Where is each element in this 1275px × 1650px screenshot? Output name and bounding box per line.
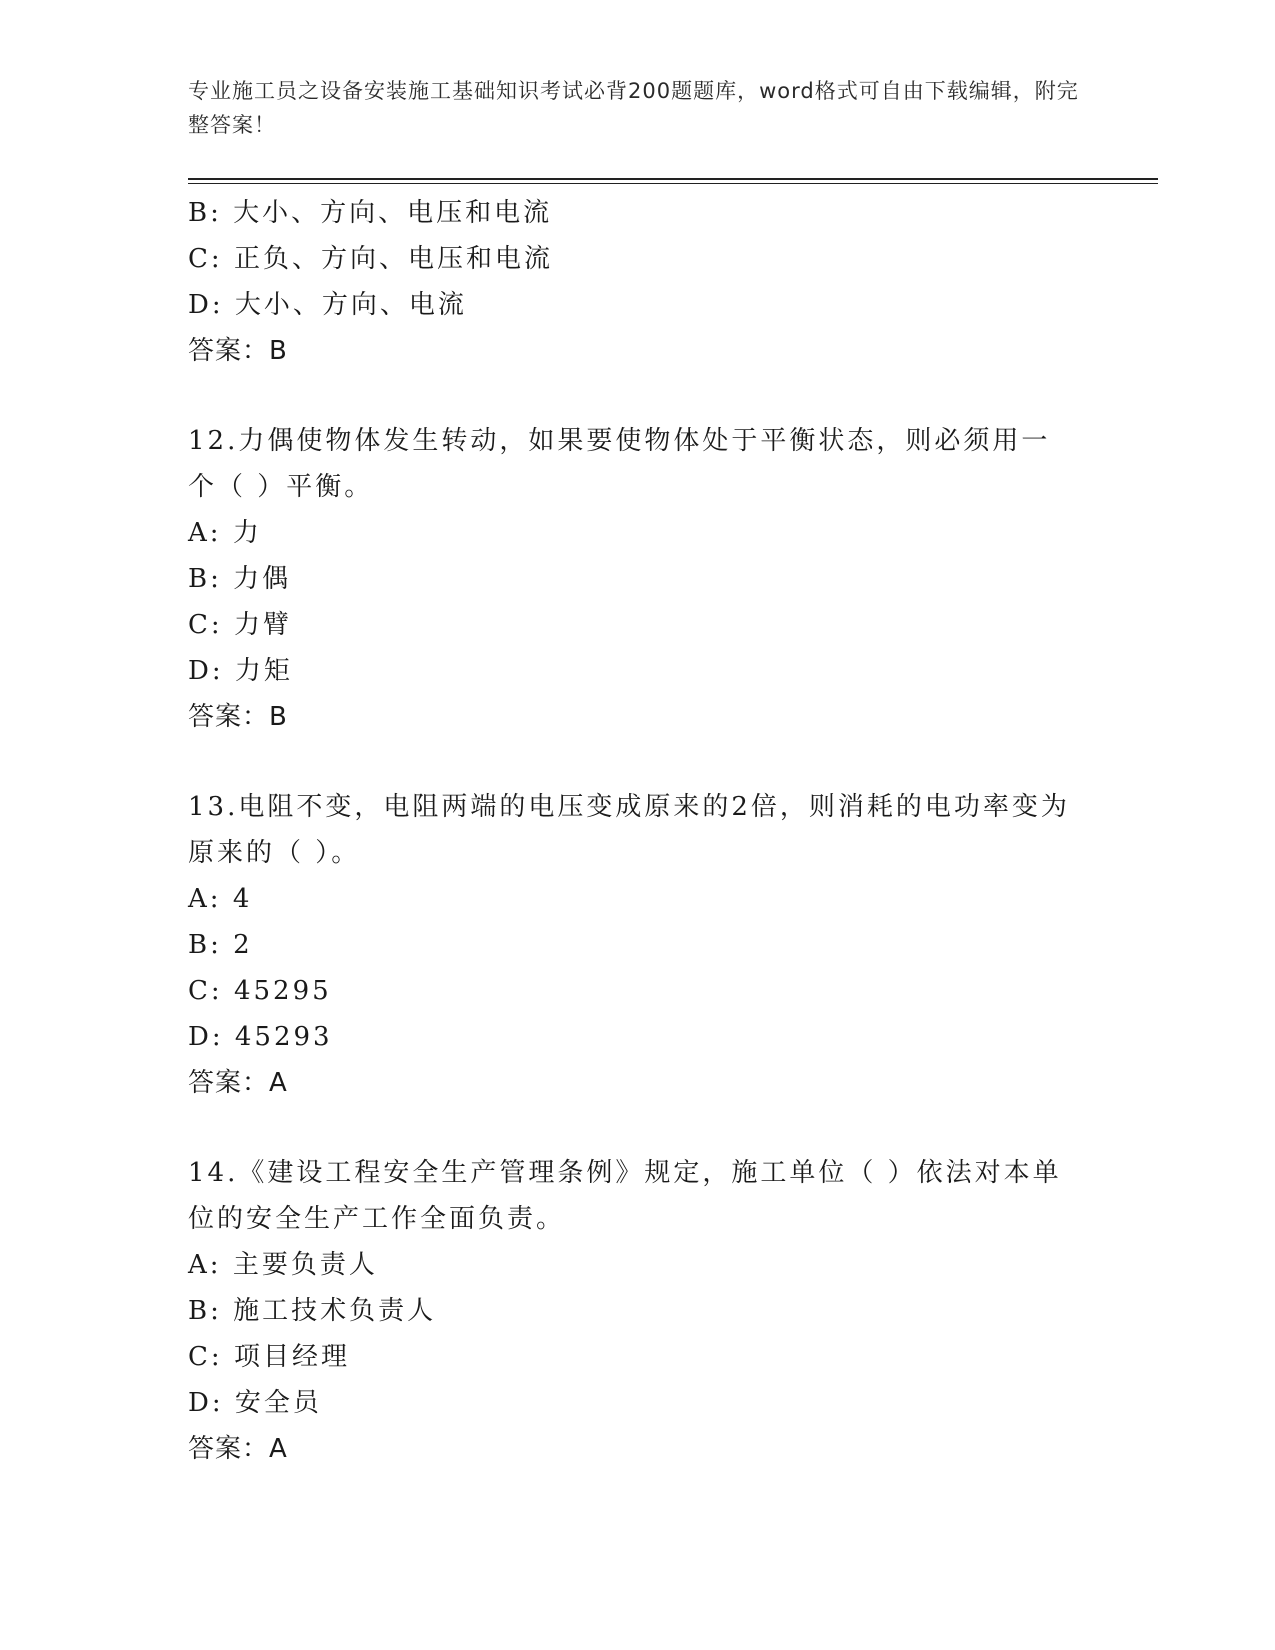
spacer	[188, 374, 1088, 418]
answer-prefix: 答案：	[188, 702, 270, 732]
option-label: C	[188, 610, 211, 640]
question-text	[188, 418, 1078, 510]
option-label: B	[188, 930, 211, 960]
option-label: B	[188, 1296, 211, 1326]
option-line: D: 力矩	[188, 656, 293, 686]
option-text: 正负、方向、电压和电流	[233, 244, 553, 274]
option-label: C	[188, 1342, 211, 1372]
option-label: A	[188, 884, 210, 914]
option-line: C: 45295	[188, 976, 332, 1006]
option-label: A	[188, 518, 210, 548]
option-line: D: 45293	[188, 1022, 333, 1052]
option-label: D	[188, 656, 212, 686]
option-text: 安全员	[234, 1388, 322, 1418]
option-label: B	[188, 564, 211, 594]
option-line: C: 正负、方向、电压和电流	[188, 244, 553, 274]
option-line: B: 大小、方向、电压和电流	[188, 198, 553, 228]
question-body: 电阻不变，电阻两端的电压变成原来的2倍，则消耗的电功率变为原来的（ ）。	[188, 792, 1070, 868]
option-label: D	[188, 290, 212, 320]
answer-prefix: 答案：	[188, 336, 270, 366]
question-number: 13.	[188, 792, 239, 822]
answer-value: B	[269, 702, 288, 732]
answer-prefix: 答案：	[188, 1434, 270, 1464]
option-label: B	[188, 198, 211, 228]
header-divider-thin	[188, 183, 1158, 184]
option-text: 大小、方向、电流	[234, 290, 467, 320]
answer-line	[188, 1426, 1088, 1472]
option-text: 45293	[234, 1022, 333, 1052]
question-block	[188, 784, 1088, 1106]
option-line: C: 力臂	[188, 610, 292, 640]
option-line: B: 施工技术负责人	[188, 1296, 437, 1326]
answer-value: A	[269, 1068, 288, 1098]
spacer	[188, 1106, 1088, 1150]
option-label: C	[188, 244, 211, 274]
answer-line	[188, 1060, 1088, 1106]
option-text: 力臂	[233, 610, 292, 640]
option-line: C: 项目经理	[188, 1342, 350, 1372]
option-label: D	[188, 1388, 212, 1418]
question-body: 《建设工程安全生产管理条例》规定，施工单位（ ）依法对本单位的安全生产工作全面负责。	[188, 1158, 1062, 1234]
option-line: D: 大小、方向、电流	[188, 290, 467, 320]
option-label: D	[188, 1022, 212, 1052]
option-line: B: 2	[188, 930, 253, 960]
question-block	[188, 1150, 1088, 1472]
option-line: B: 力偶	[188, 564, 292, 594]
question-text	[188, 1150, 1078, 1242]
option-line: A: 主要负责人	[188, 1250, 378, 1280]
option-text: 45295	[233, 976, 332, 1006]
option-text: 施工技术负责人	[233, 1296, 437, 1326]
option-line: A: 力	[188, 518, 262, 548]
answer-value: B	[269, 336, 288, 366]
option-text: 力	[232, 518, 262, 548]
option-text: 项目经理	[233, 1342, 350, 1372]
question-number: 12.	[188, 426, 239, 456]
option-text: 力矩	[234, 656, 293, 686]
question-number: 14.	[188, 1158, 239, 1188]
question-text	[188, 784, 1078, 876]
question-body: 力偶使物体发生转动，如果要使物体处于平衡状态，则必须用一个（ ）平衡。	[188, 426, 1051, 502]
question-block	[188, 418, 1088, 740]
option-label: C	[188, 976, 211, 1006]
answer-line	[188, 694, 1088, 740]
option-label: A	[188, 1250, 210, 1280]
option-text: 4	[232, 884, 253, 914]
document-header-title: 专业施工员之设备安装施工基础知识考试必背200题题库，word格式可自由下载编辑，附完整答案！	[188, 79, 1079, 137]
option-text: 主要负责人	[232, 1250, 378, 1280]
header-divider-thick	[188, 178, 1158, 180]
question-content	[188, 190, 1088, 1472]
option-text: 2	[233, 930, 253, 960]
answer-prefix: 答案：	[188, 1068, 270, 1098]
option-text: 大小、方向、电压和电流	[233, 198, 553, 228]
spacer	[188, 740, 1088, 784]
option-line: D: 安全员	[188, 1388, 322, 1418]
option-text: 力偶	[233, 564, 292, 594]
option-line: A: 4	[188, 884, 253, 914]
answer-line	[188, 328, 1088, 374]
carryover-block	[188, 190, 1088, 374]
answer-value: A	[269, 1434, 288, 1464]
